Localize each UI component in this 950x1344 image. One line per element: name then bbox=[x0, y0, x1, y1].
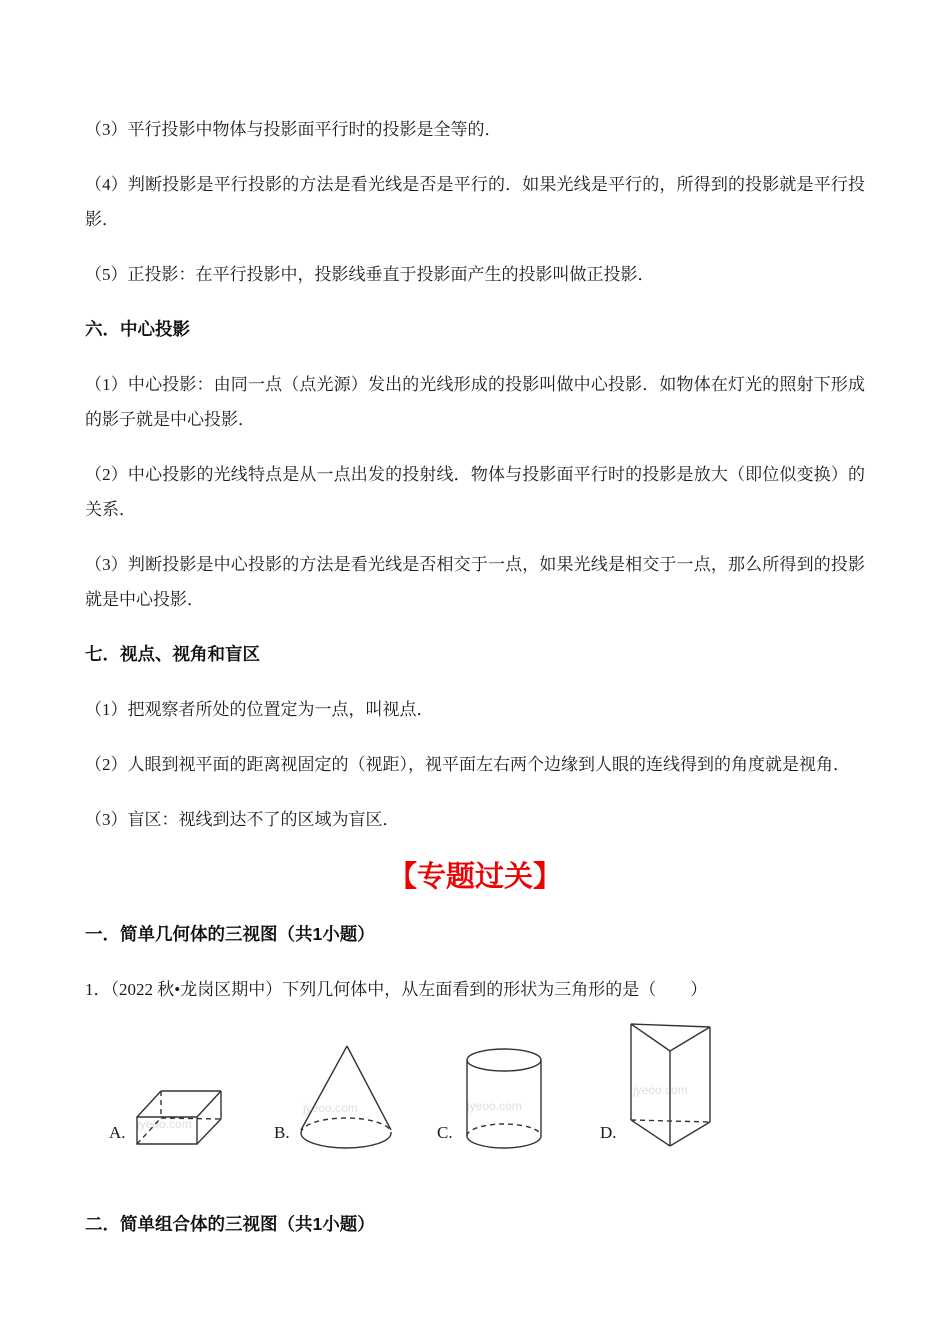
section-heading-viewpoint: 七．视点、视角和盲区 bbox=[85, 644, 260, 664]
topic-pass-banner: 【专题过关】 bbox=[387, 861, 562, 893]
note-viewpoint-1: （1）把观察者所处的位置定为一点，叫视点． bbox=[85, 700, 434, 719]
content-area bbox=[85, 0, 865, 1242]
note-central-1: （1）中心投影：由同一点（点光源）发出的光线形成的投影叫做中心投影．如物体在灯光的照射下形成的影子就是中心投影． bbox=[85, 375, 865, 429]
triangular-prism-figure bbox=[625, 1017, 720, 1153]
option-label-a: A. bbox=[109, 1123, 126, 1142]
category-heading-1: 一．简单几何体的三视图（共1小题） bbox=[85, 924, 375, 944]
options-row bbox=[85, 1017, 865, 1169]
note-viewpoint-2: （2）人眼到视平面的距离视固定的（视距），视平面左右两个边缘到人眼的连线得到的角度就是视角． bbox=[85, 755, 850, 774]
watermark-text: jyeoo.com bbox=[467, 1099, 522, 1113]
cylinder-figure bbox=[460, 1042, 550, 1154]
cone-figure bbox=[290, 1037, 405, 1152]
option-label-c: C. bbox=[437, 1123, 453, 1142]
option-label-d: D. bbox=[600, 1123, 617, 1142]
watermark-text: jyeoo.com bbox=[137, 1117, 192, 1131]
note-central-2: （2）中心投影的光线特点是从一点出发的投射线．物体与投影面平行时的投影是放大（即位似变换）的关系． bbox=[85, 465, 865, 519]
option-label-b: B. bbox=[274, 1123, 290, 1142]
note-parallel-3: （3）平行投影中物体与投影面平行时的投影是全等的． bbox=[85, 120, 502, 139]
cuboid-figure bbox=[125, 1077, 235, 1152]
note-parallel-4: （4）判断投影是平行投影的方法是看光线是否是平行的．如果光线是平行的，所得到的投影就是平行投影． bbox=[85, 175, 865, 229]
question-1: 1．（2022 秋•龙岗区期中）下列几何体中，从左面看到的形状为三角形的是（ ） bbox=[85, 980, 708, 999]
note-viewpoint-3: （3）盲区：视线到达不了的区域为盲区． bbox=[85, 810, 400, 829]
watermark-text: jyeoo.com bbox=[633, 1083, 688, 1097]
section-heading-central-projection: 六．中心投影 bbox=[85, 319, 190, 339]
note-central-3: （3）判断投影是中心投影的方法是看光线是否相交于一点，如果光线是相交于一点，那么所得到的投影就是中心投影． bbox=[85, 555, 865, 609]
category-heading-2: 二．简单组合体的三视图（共1小题） bbox=[85, 1214, 375, 1234]
note-parallel-5: （5）正投影：在平行投影中，投影线垂直于投影面产生的投影叫做正投影． bbox=[85, 265, 655, 284]
watermark-text: jyeoo.com bbox=[303, 1101, 358, 1115]
